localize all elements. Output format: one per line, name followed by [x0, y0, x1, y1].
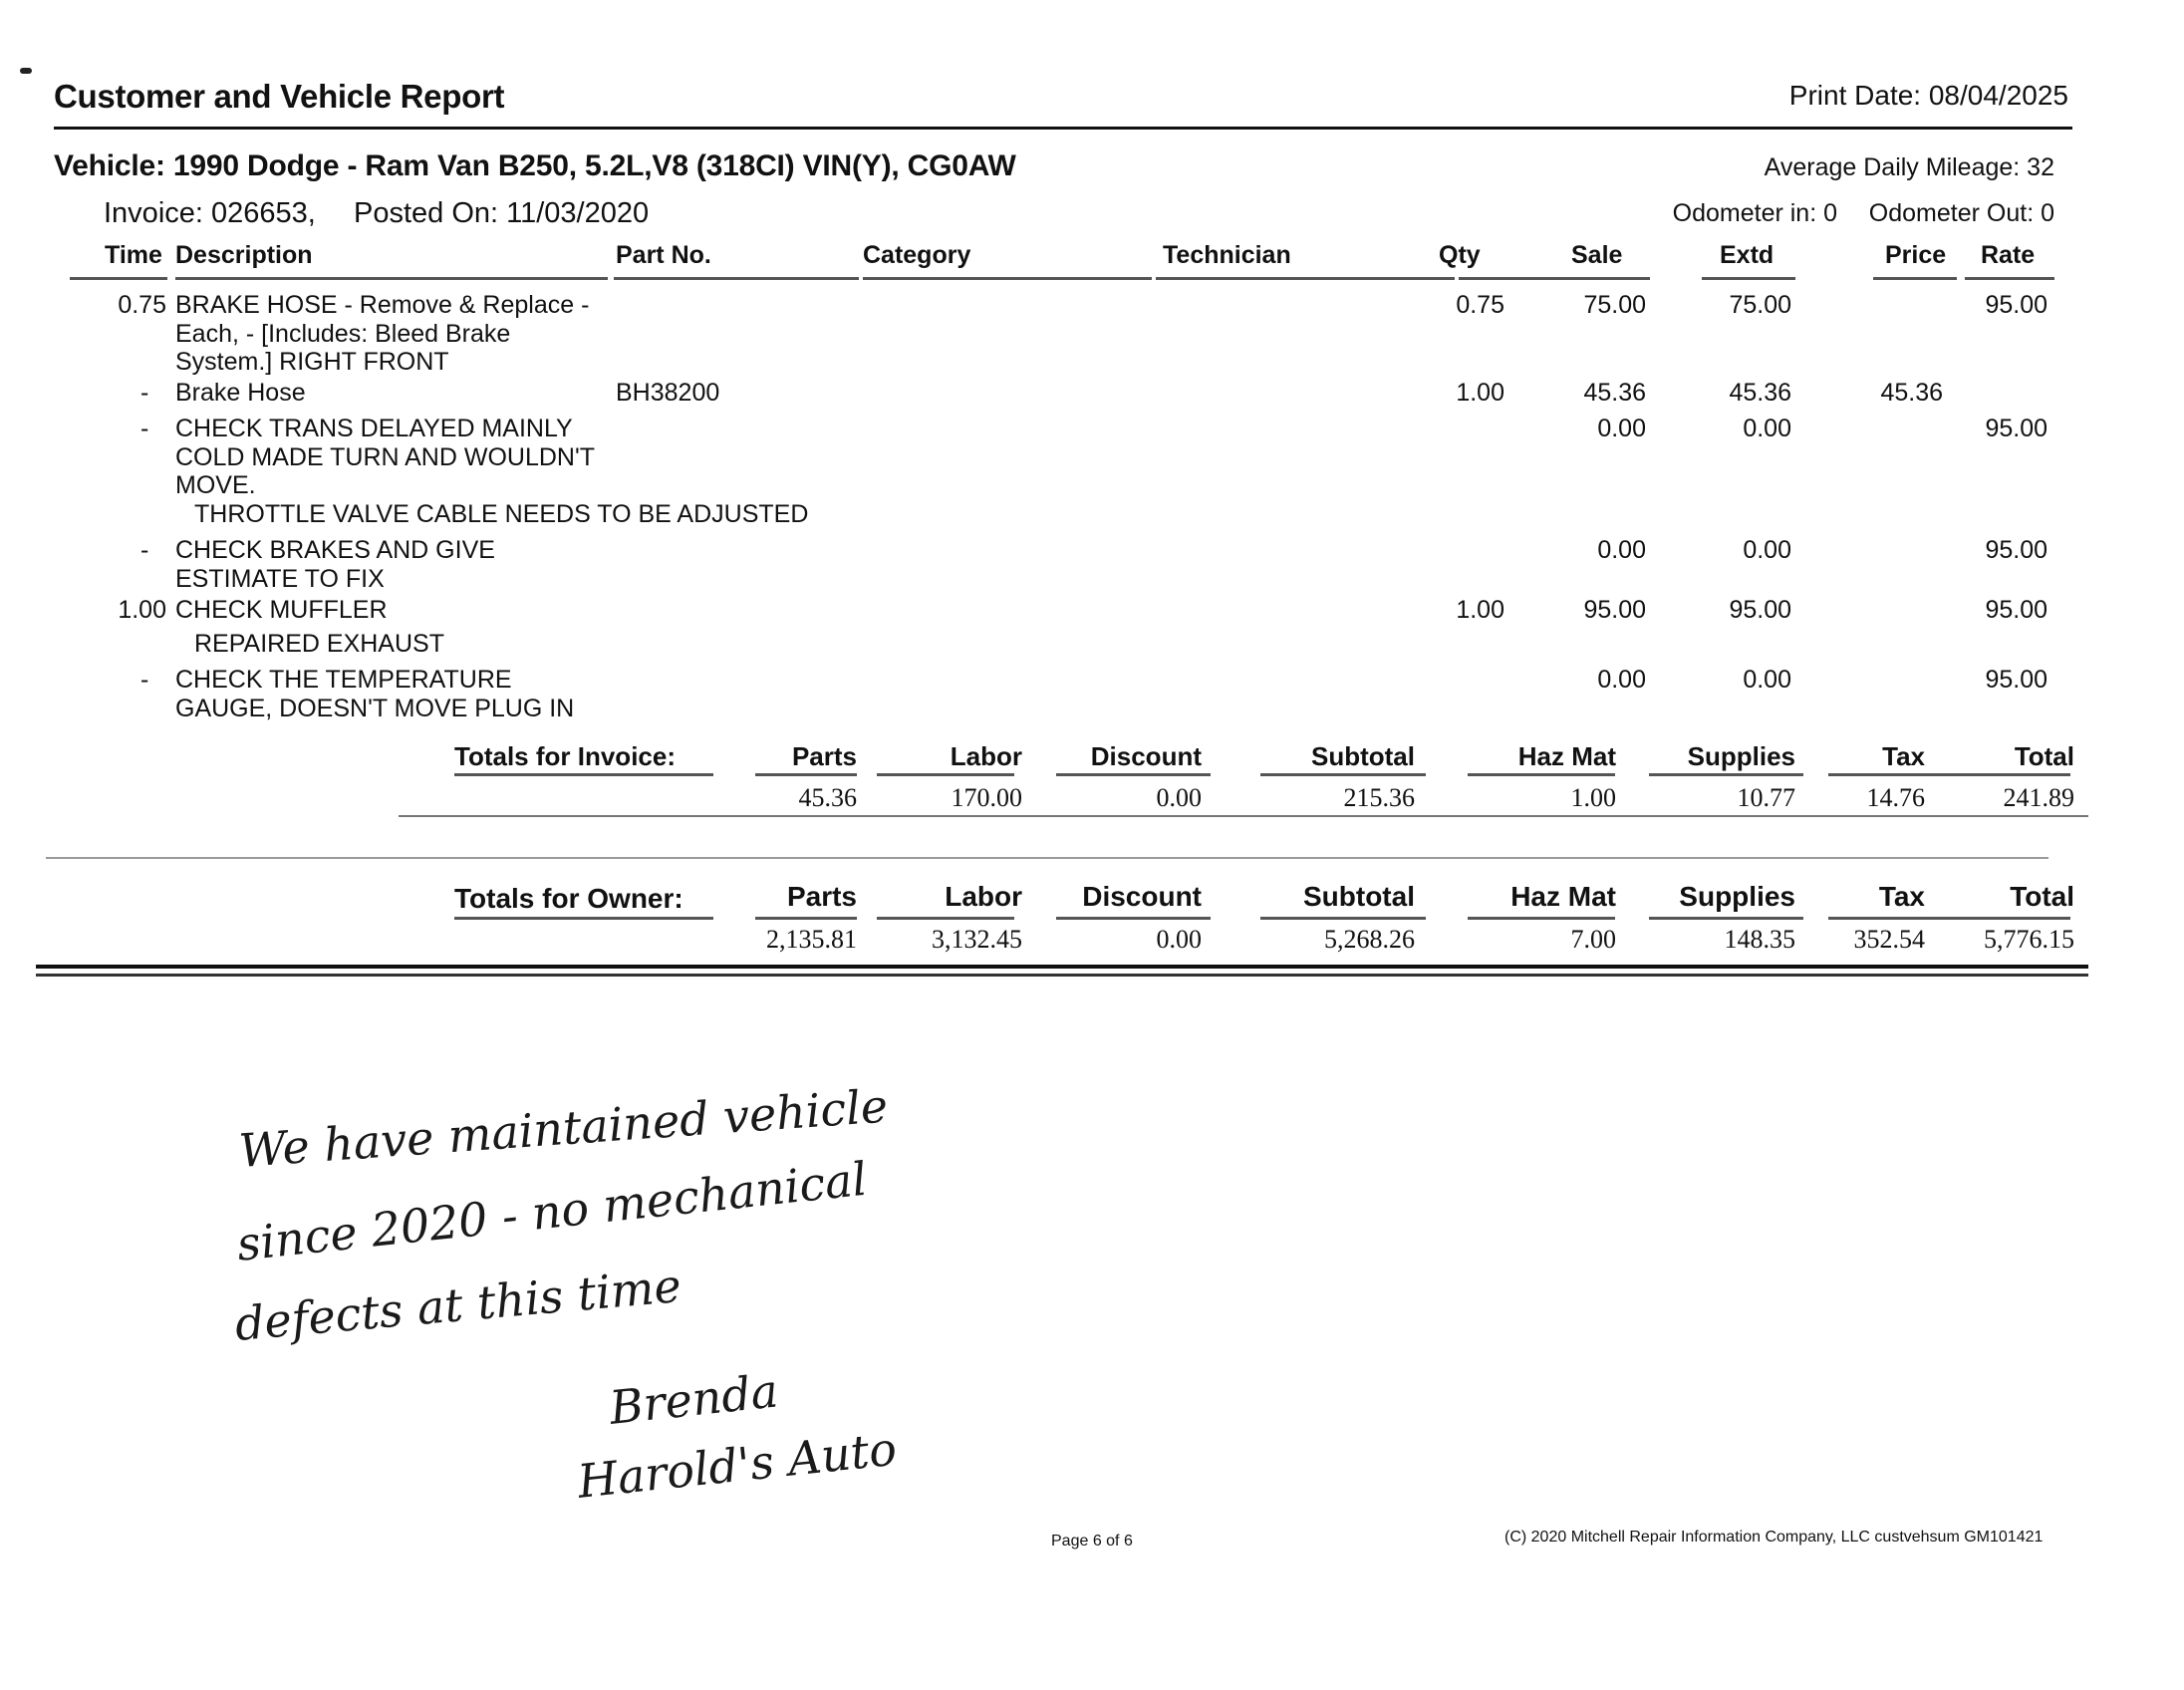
line-description: BRAKE HOSE - Remove & Replace -: [175, 291, 590, 319]
totals-invoice-header: Tax: [1882, 741, 1925, 771]
vehicle-info: Vehicle: 1990 Dodge - Ram Van B250, 5.2L,V8 (318CI) VIN(Y), CG0AW: [54, 149, 1016, 182]
line-note: THROTTLE VALVE CABLE NEEDS TO BE ADJUSTED: [194, 499, 809, 528]
line-sale: 75.00: [1583, 291, 1646, 319]
line-sale: 0.00: [1597, 415, 1646, 442]
totals-invoice-label: Totals for Invoice:: [454, 741, 676, 771]
col-sale: Sale: [1571, 241, 1623, 269]
col-underline: [863, 277, 1152, 280]
totals-underline: [1649, 917, 1803, 920]
totals-invoice-value: 0.00: [1156, 783, 1202, 812]
totals-owner-value: 2,135.81: [766, 925, 857, 954]
col-underline: [1459, 277, 1550, 280]
line-description: MOVE.: [175, 471, 256, 499]
totals-owner-header: Total: [2010, 881, 2074, 912]
totals-owner-value: 352.54: [1853, 925, 1925, 954]
totals-underline: [1260, 917, 1426, 920]
line-extd: 75.00: [1729, 291, 1791, 319]
line-note: REPAIRED EXHAUST: [194, 630, 444, 658]
handwritten-note-line-2: since 2020 - no mechanical: [234, 1151, 870, 1271]
totals-invoice-value: 10.77: [1737, 783, 1795, 812]
handwritten-note-line-3: defects at this time: [232, 1258, 683, 1351]
line-description: Brake Hose: [175, 379, 306, 407]
col-description: Description: [175, 241, 313, 269]
line-time: -: [140, 415, 149, 442]
totals-owner-label: Totals for Owner:: [454, 883, 683, 914]
line-qty: 1.00: [1456, 379, 1504, 407]
line-description: System.] RIGHT FRONT: [175, 348, 449, 376]
totals-invoice-value: 45.36: [798, 783, 857, 812]
line-sale: 95.00: [1583, 596, 1646, 624]
totals-underline: [1649, 773, 1803, 776]
col-category: Category: [863, 241, 971, 269]
totals-invoice-value: 14.76: [1866, 783, 1925, 812]
signature-business: Harold's Auto: [575, 1421, 900, 1509]
line-description: GAUGE, DOESN'T MOVE PLUG IN: [175, 694, 575, 722]
scan-mark: [20, 68, 32, 74]
col-time: Time: [105, 241, 162, 269]
col-underline: [614, 277, 859, 280]
line-description: CHECK TRANS DELAYED MAINLY: [175, 415, 573, 442]
line-extd: 95.00: [1729, 596, 1791, 624]
totals-owner-value: 7.00: [1570, 925, 1616, 954]
totals-underline: [755, 773, 857, 776]
average-daily-mileage: Average Daily Mileage: 32: [1764, 153, 2054, 181]
col-underline: [1965, 277, 2054, 280]
totals-invoice-header: Subtotal: [1311, 741, 1415, 771]
col-underline: [175, 277, 608, 280]
totals-owner-header: Parts: [786, 881, 857, 912]
totals-owner-header: Haz Mat: [1510, 881, 1616, 912]
line-sale: 0.00: [1597, 666, 1646, 694]
totals-underline: [877, 773, 1014, 776]
totals-invoice-header: Supplies: [1687, 741, 1795, 771]
totals-underline: [1056, 773, 1211, 776]
totals-underline: [877, 917, 1014, 920]
line-extd: 0.00: [1743, 415, 1791, 442]
totals-owner-header: Discount: [1082, 881, 1202, 912]
totals-label-underline: [454, 917, 713, 920]
posted-on: Posted On: 11/03/2020: [354, 197, 650, 229]
totals-underline: [1468, 773, 1615, 776]
totals-underline: [1260, 773, 1426, 776]
page-number: Page 6 of 6: [1051, 1533, 1133, 1549]
invoice-number: Invoice: 026653,: [104, 197, 316, 229]
line-price: 45.36: [1880, 379, 1943, 407]
col-qty: Qty: [1439, 241, 1481, 269]
totals-owner-value: 5,268.26: [1324, 925, 1415, 954]
line-time: -: [140, 536, 149, 564]
totals-invoice-value: 170.00: [951, 783, 1022, 812]
totals-owner-value: 3,132.45: [932, 925, 1022, 954]
title-divider: [54, 127, 2072, 130]
totals-invoice-header: Total: [2014, 741, 2074, 771]
line-rate: 95.00: [1985, 596, 2048, 624]
totals-owner-header: Subtotal: [1303, 881, 1415, 912]
odometer-in: Odometer in: 0: [1672, 199, 1837, 227]
totals-underline: [755, 917, 857, 920]
line-description: CHECK BRAKES AND GIVE: [175, 536, 495, 564]
handwritten-note-line-1: We have maintained vehicle: [237, 1078, 890, 1178]
owner-double-rule-bottom: [36, 974, 2088, 977]
col-rate: Rate: [1981, 241, 2036, 269]
totals-owner-header: Tax: [1878, 881, 1925, 912]
totals-label-underline: [454, 773, 713, 776]
totals-invoice-value: 241.89: [2003, 783, 2074, 812]
section-divider: [46, 857, 2048, 859]
totals-invoice-value: 1.00: [1570, 783, 1616, 812]
totals-owner-value: 5,776.15: [1984, 925, 2074, 954]
col-underline: [1550, 277, 1650, 280]
totals-owner-header: Supplies: [1679, 881, 1795, 912]
col-extd: Extd: [1720, 241, 1774, 269]
line-rate: 95.00: [1985, 291, 2048, 319]
line-description: ESTIMATE TO FIX: [175, 564, 385, 593]
line-extd: 0.00: [1743, 536, 1791, 564]
totals-underline: [1056, 917, 1211, 920]
col-underline: [1702, 277, 1795, 280]
col-technician: Technician: [1163, 241, 1291, 269]
line-qty: 0.75: [1456, 291, 1504, 319]
totals-owner-value: 0.00: [1156, 925, 1202, 954]
line-time: -: [140, 666, 149, 694]
totals-underline: [1468, 917, 1615, 920]
line-description: COLD MADE TURN AND WOULDN'T: [175, 442, 596, 471]
col-underline: [1873, 277, 1957, 280]
odometer-out: Odometer Out: 0: [1868, 199, 2054, 227]
totals-invoice-header: Haz Mat: [1517, 741, 1616, 771]
line-qty: 1.00: [1456, 596, 1504, 624]
totals-owner-header: Labor: [945, 881, 1022, 912]
line-rate: 95.00: [1985, 536, 2048, 564]
line-rate: 95.00: [1985, 415, 2048, 442]
totals-invoice-header: Labor: [950, 741, 1022, 771]
line-extd: 0.00: [1743, 666, 1791, 694]
line-extd: 45.36: [1729, 379, 1791, 407]
totals-invoice-value: 215.36: [1343, 783, 1415, 812]
line-description: Each, - [Includes: Bleed Brake: [175, 319, 511, 348]
print-date: Print Date: 08/04/2025: [1788, 80, 2068, 111]
line-time: 0.75: [118, 291, 166, 319]
totals-invoice-header: Discount: [1090, 741, 1202, 771]
line-sale: 0.00: [1597, 536, 1646, 564]
col-price: Price: [1885, 241, 1947, 269]
line-sale: 45.36: [1583, 379, 1646, 407]
line-description: CHECK THE TEMPERATURE: [175, 666, 512, 694]
totals-invoice-divider: [399, 815, 2088, 817]
copyright: (C) 2020 Mitchell Repair Information Company, LLC custvehsum GM101421: [1504, 1529, 2044, 1546]
line-time: -: [140, 379, 149, 407]
col-part-no: Part No.: [616, 241, 711, 269]
report-title: Customer and Vehicle Report: [54, 78, 505, 115]
line-rate: 95.00: [1985, 666, 2048, 694]
totals-owner-value: 148.35: [1724, 925, 1795, 954]
line-part-no: BH38200: [616, 379, 720, 407]
totals-underline: [1943, 917, 2070, 920]
line-description: CHECK MUFFLER: [175, 596, 388, 624]
totals-underline: [1943, 773, 2070, 776]
col-underline: [70, 277, 167, 280]
line-time: 1.00: [118, 596, 166, 624]
owner-double-rule-top: [36, 965, 2088, 969]
totals-invoice-header: Parts: [791, 741, 857, 771]
signature-name: Brenda: [607, 1363, 781, 1435]
col-underline: [1156, 277, 1455, 280]
